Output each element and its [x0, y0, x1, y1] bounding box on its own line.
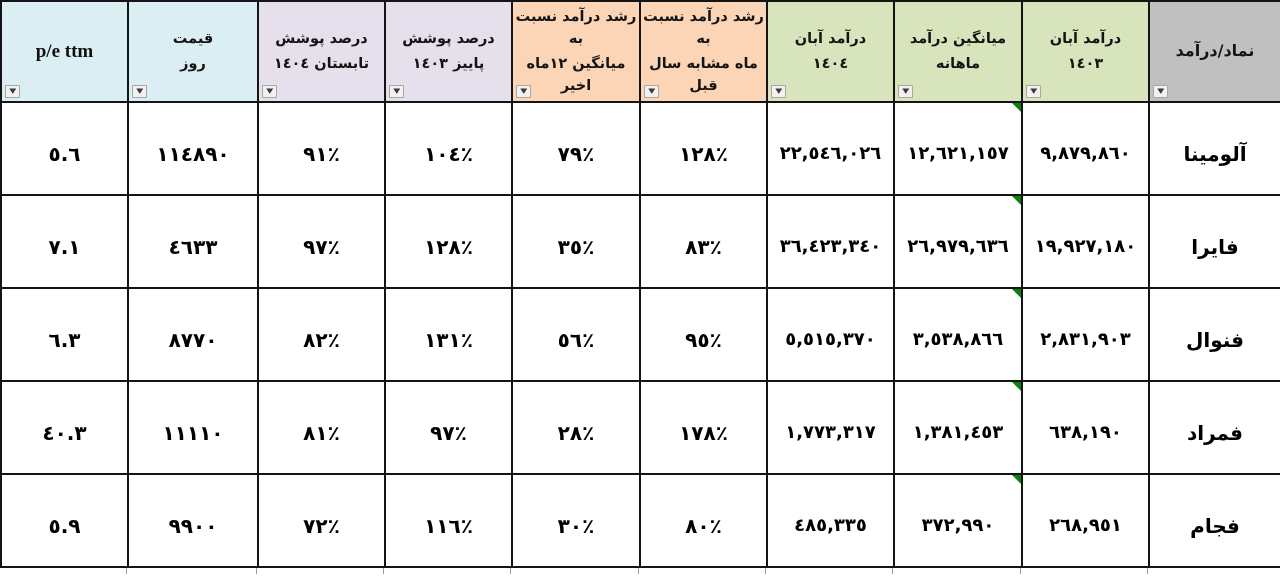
cell-avg-monthly[interactable]: ٢٦,٩٧٩,٦٣٦: [894, 195, 1022, 288]
cell-coverage-autumn[interactable]: ١٣١٪: [385, 288, 512, 381]
cell-avg-monthly[interactable]: ٣,٥٣٨,٨٦٦: [894, 288, 1022, 381]
header-label: p/e ttm: [35, 40, 94, 62]
cell-pe[interactable]: ٥.٦: [1, 102, 128, 195]
header-symbol[interactable]: [1149, 1, 1280, 102]
cell-growth-avg12[interactable]: ٢٨٪: [512, 381, 640, 474]
cell-pe[interactable]: ٥.٩: [1, 474, 128, 567]
cell-coverage-summer[interactable]: ٧٢٪: [258, 474, 385, 567]
chevron-down-icon: ▼: [265, 87, 273, 95]
cell-coverage-summer[interactable]: ٨١٪: [258, 381, 385, 474]
chevron-down-icon: ▼: [8, 87, 16, 95]
header-row: [1, 1, 1280, 102]
error-indicator-icon: [1012, 196, 1021, 205]
cell-price[interactable]: ١١١١٠: [128, 381, 258, 474]
filter-button[interactable]: [262, 85, 277, 98]
cell-growth-yoy[interactable]: ٩٥٪: [640, 288, 767, 381]
header-label: نماد/درآمد: [1175, 41, 1255, 61]
header-pe-ttm[interactable]: [1, 1, 128, 102]
header-avg-monthly-revenue[interactable]: [894, 1, 1022, 102]
chevron-down-icon: ▼: [774, 87, 782, 95]
header-label: تابستان ١٤٠٤: [273, 55, 370, 72]
cell-price[interactable]: ١١٤٨٩٠: [128, 102, 258, 195]
cell-revenue-1404[interactable]: ٣٦,٤٢٣,٣٤٠: [767, 195, 894, 288]
cell-symbol[interactable]: فنوال: [1149, 288, 1280, 381]
cell-pe[interactable]: ٧.١: [1, 195, 128, 288]
cell-pe[interactable]: ٦.٣: [1, 288, 128, 381]
chevron-down-icon: ▼: [392, 87, 400, 95]
cell-coverage-autumn[interactable]: ١١٦٪: [385, 474, 512, 567]
grid-continuation: [0, 568, 1280, 574]
cell-revenue-1403[interactable]: ٦٣٨,١٩٠: [1022, 381, 1149, 474]
chevron-down-icon: ▼: [901, 87, 909, 95]
header-label: درصد پوشش: [402, 31, 495, 48]
header-growth-vs-12mo-avg[interactable]: [512, 1, 640, 102]
header-label: ماه مشابه سال قبل: [649, 55, 758, 94]
cell-growth-avg12[interactable]: ٣٠٪: [512, 474, 640, 567]
header-label: قیمت: [172, 31, 214, 48]
header-label: درصد پوشش: [275, 31, 368, 48]
filter-button[interactable]: [644, 85, 659, 98]
filter-button[interactable]: [132, 85, 147, 98]
filter-button[interactable]: [5, 85, 20, 98]
error-indicator-icon: [1012, 103, 1021, 112]
table-row-femrad: [1, 381, 1280, 474]
cell-coverage-autumn[interactable]: ٩٧٪: [385, 381, 512, 474]
cell-coverage-summer[interactable]: ٩٧٪: [258, 195, 385, 288]
header-label: درآمد آبان: [794, 31, 867, 48]
filter-button[interactable]: [1153, 85, 1168, 98]
chevron-down-icon: ▼: [519, 87, 527, 95]
header-label: ١٤٠٣: [1067, 55, 1104, 72]
header-coverage-summer-1404[interactable]: [258, 1, 385, 102]
header-coverage-autumn-1403[interactable]: [385, 1, 512, 102]
cell-symbol[interactable]: فایرا: [1149, 195, 1280, 288]
chevron-down-icon: ▼: [135, 87, 143, 95]
cell-growth-avg12[interactable]: ٣٥٪: [512, 195, 640, 288]
cell-growth-yoy[interactable]: ٨٠٪: [640, 474, 767, 567]
header-label: پاییز ١٤٠٣: [412, 55, 485, 72]
filter-button[interactable]: [771, 85, 786, 98]
cell-coverage-summer[interactable]: ٩١٪: [258, 102, 385, 195]
cell-revenue-1403[interactable]: ٢,٨٣١,٩٠٣: [1022, 288, 1149, 381]
cell-growth-avg12[interactable]: ٥٦٪: [512, 288, 640, 381]
header-label: روز: [180, 55, 206, 72]
filter-button[interactable]: [389, 85, 404, 98]
header-price[interactable]: [128, 1, 258, 102]
error-indicator-icon: [1012, 475, 1021, 484]
cell-coverage-autumn[interactable]: ١٠٤٪: [385, 102, 512, 195]
cell-revenue-1404[interactable]: ٥,٥١٥,٣٧٠: [767, 288, 894, 381]
header-label: رشد درآمد نسبت به: [643, 8, 764, 48]
filter-button[interactable]: [1026, 85, 1041, 98]
chevron-down-icon: ▼: [647, 87, 655, 95]
header-label: رشد درآمد نسبت به: [515, 8, 637, 48]
cell-symbol[interactable]: فمراد: [1149, 381, 1280, 474]
cell-revenue-1403[interactable]: ١٩,٩٢٧,١٨٠: [1022, 195, 1149, 288]
cell-avg-monthly[interactable]: ٣٧٢,٩٩٠: [894, 474, 1022, 567]
cell-price[interactable]: ٤٦٣٣: [128, 195, 258, 288]
cell-growth-yoy[interactable]: ١٢٨٪: [640, 102, 767, 195]
cell-revenue-1404[interactable]: ١,٧٧٣,٣١٧: [767, 381, 894, 474]
error-indicator-icon: [1012, 382, 1021, 391]
cell-growth-avg12[interactable]: ٧٩٪: [512, 102, 640, 195]
cell-revenue-1404[interactable]: ٤٨٥,٣٣٥: [767, 474, 894, 567]
error-indicator-icon: [1012, 289, 1021, 298]
filter-button[interactable]: [898, 85, 913, 98]
cell-symbol[interactable]: آلومینا: [1149, 102, 1280, 195]
cell-growth-yoy[interactable]: ٨٣٪: [640, 195, 767, 288]
cell-coverage-autumn[interactable]: ١٢٨٪: [385, 195, 512, 288]
table-row-faira: [1, 195, 1280, 288]
header-label: میانگین درآمد: [909, 31, 1007, 48]
cell-revenue-1404[interactable]: ٢٢,٥٤٦,٠٢٦: [767, 102, 894, 195]
cell-revenue-1403[interactable]: ٢٦٨,٩٥١: [1022, 474, 1149, 567]
cell-avg-monthly[interactable]: ١٢,٦٢١,١٥٧: [894, 102, 1022, 195]
chevron-down-icon: ▼: [1029, 87, 1037, 95]
cell-avg-monthly[interactable]: ١,٣٨١,٤٥٣: [894, 381, 1022, 474]
table-row-fajam: [1, 474, 1280, 567]
cell-growth-yoy[interactable]: ١٧٨٪: [640, 381, 767, 474]
cell-pe[interactable]: ٤٠.٣: [1, 381, 128, 474]
header-growth-vs-same-month[interactable]: [640, 1, 767, 102]
filter-button[interactable]: [516, 85, 531, 98]
chevron-down-icon: ▼: [1156, 87, 1164, 95]
cell-symbol[interactable]: فجام: [1149, 474, 1280, 567]
header-revenue-aban-1403[interactable]: [1022, 1, 1149, 102]
cell-revenue-1403[interactable]: ٩,٨٧٩,٨٦٠: [1022, 102, 1149, 195]
cell-price[interactable]: ٩٩٠٠: [128, 474, 258, 567]
cell-coverage-summer[interactable]: ٨٢٪: [258, 288, 385, 381]
header-label: میانگین ١٢ماه اخیر: [526, 55, 626, 94]
cell-price[interactable]: ٨٧٧٠: [128, 288, 258, 381]
table-row-fanaval: [1, 288, 1280, 381]
table-row-alumina: [1, 102, 1280, 195]
header-label: ماهانه: [935, 55, 981, 72]
header-label: درآمد آبان: [1049, 31, 1122, 48]
header-label: ١٤٠٤: [812, 55, 849, 72]
header-revenue-aban-1404[interactable]: [767, 1, 894, 102]
